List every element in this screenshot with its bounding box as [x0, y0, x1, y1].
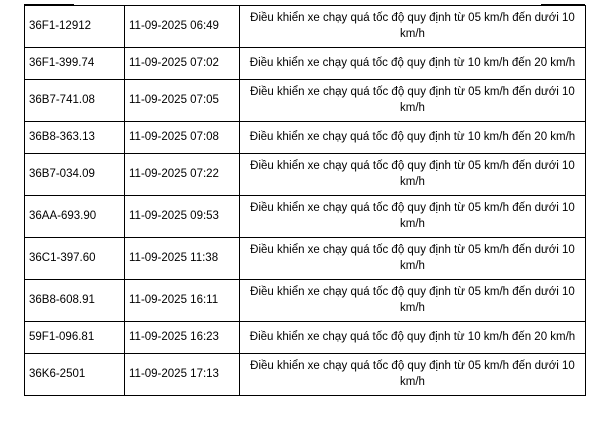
cell-plate: 36C1-397.60 [25, 238, 125, 280]
cell-datetime: 11-09-2025 17:13 [125, 354, 240, 396]
cell-violation: Điều khiển xe chạy quá tốc độ quy định từ 10 km/h đến 20 km/h [240, 48, 586, 80]
cell-violation: Điều khiển xe chạy quá tốc độ quy định từ 05 km/h đến dưới 10 km/h [240, 6, 586, 48]
cell-violation: Điều khiển xe chạy quá tốc độ quy định từ 05 km/h đến dưới 10 km/h [240, 238, 586, 280]
cell-plate: 36B7-741.08 [25, 80, 125, 122]
cell-violation: Điều khiển xe chạy quá tốc độ quy định từ 05 km/h đến dưới 10 km/h [240, 154, 586, 196]
cell-datetime: 11-09-2025 07:22 [125, 154, 240, 196]
cell-plate: 36B8-363.13 [25, 122, 125, 154]
table-row [25, 280, 586, 322]
cell-violation: Điều khiển xe chạy quá tốc độ quy định từ 05 km/h đến dưới 10 km/h [240, 80, 586, 122]
cell-datetime: 11-09-2025 16:11 [125, 280, 240, 322]
table-row [25, 196, 586, 238]
cell-datetime: 11-09-2025 06:49 [125, 6, 240, 48]
violations-table-body [25, 6, 586, 396]
table-row [25, 322, 586, 354]
cell-datetime: 11-09-2025 11:38 [125, 238, 240, 280]
cell-datetime: 11-09-2025 07:05 [125, 80, 240, 122]
cell-plate: 36F1-399.74 [25, 48, 125, 80]
cell-plate: 36K6-2501 [25, 354, 125, 396]
cell-datetime: 11-09-2025 07:08 [125, 122, 240, 154]
table-row [25, 80, 586, 122]
cell-plate: 36F1-12912 [25, 6, 125, 48]
table-row [25, 6, 586, 48]
table-row [25, 354, 586, 396]
table-row [25, 154, 586, 196]
cell-violation: Điều khiển xe chạy quá tốc độ quy định từ 05 km/h đến dưới 10 km/h [240, 196, 586, 238]
cell-violation: Điều khiển xe chạy quá tốc độ quy định từ 10 km/h đến 20 km/h [240, 122, 586, 154]
table-row [25, 238, 586, 280]
cell-plate: 36B7-034.09 [25, 154, 125, 196]
cell-plate: 59F1-096.81 [25, 322, 125, 354]
violations-table [24, 5, 586, 396]
cell-violation: Điều khiển xe chạy quá tốc độ quy định từ 05 km/h đến dưới 10 km/h [240, 280, 586, 322]
table-row [25, 48, 586, 80]
cell-plate: 36AA-693.90 [25, 196, 125, 238]
cell-datetime: 11-09-2025 16:23 [125, 322, 240, 354]
cell-datetime: 11-09-2025 09:53 [125, 196, 240, 238]
cell-plate: 36B8-608.91 [25, 280, 125, 322]
cell-violation: Điều khiển xe chạy quá tốc độ quy định từ 05 km/h đến dưới 10 km/h [240, 354, 586, 396]
table-row [25, 122, 586, 154]
cell-datetime: 11-09-2025 07:02 [125, 48, 240, 80]
cell-violation: Điều khiển xe chạy quá tốc độ quy định từ 10 km/h đến 20 km/h [240, 322, 586, 354]
